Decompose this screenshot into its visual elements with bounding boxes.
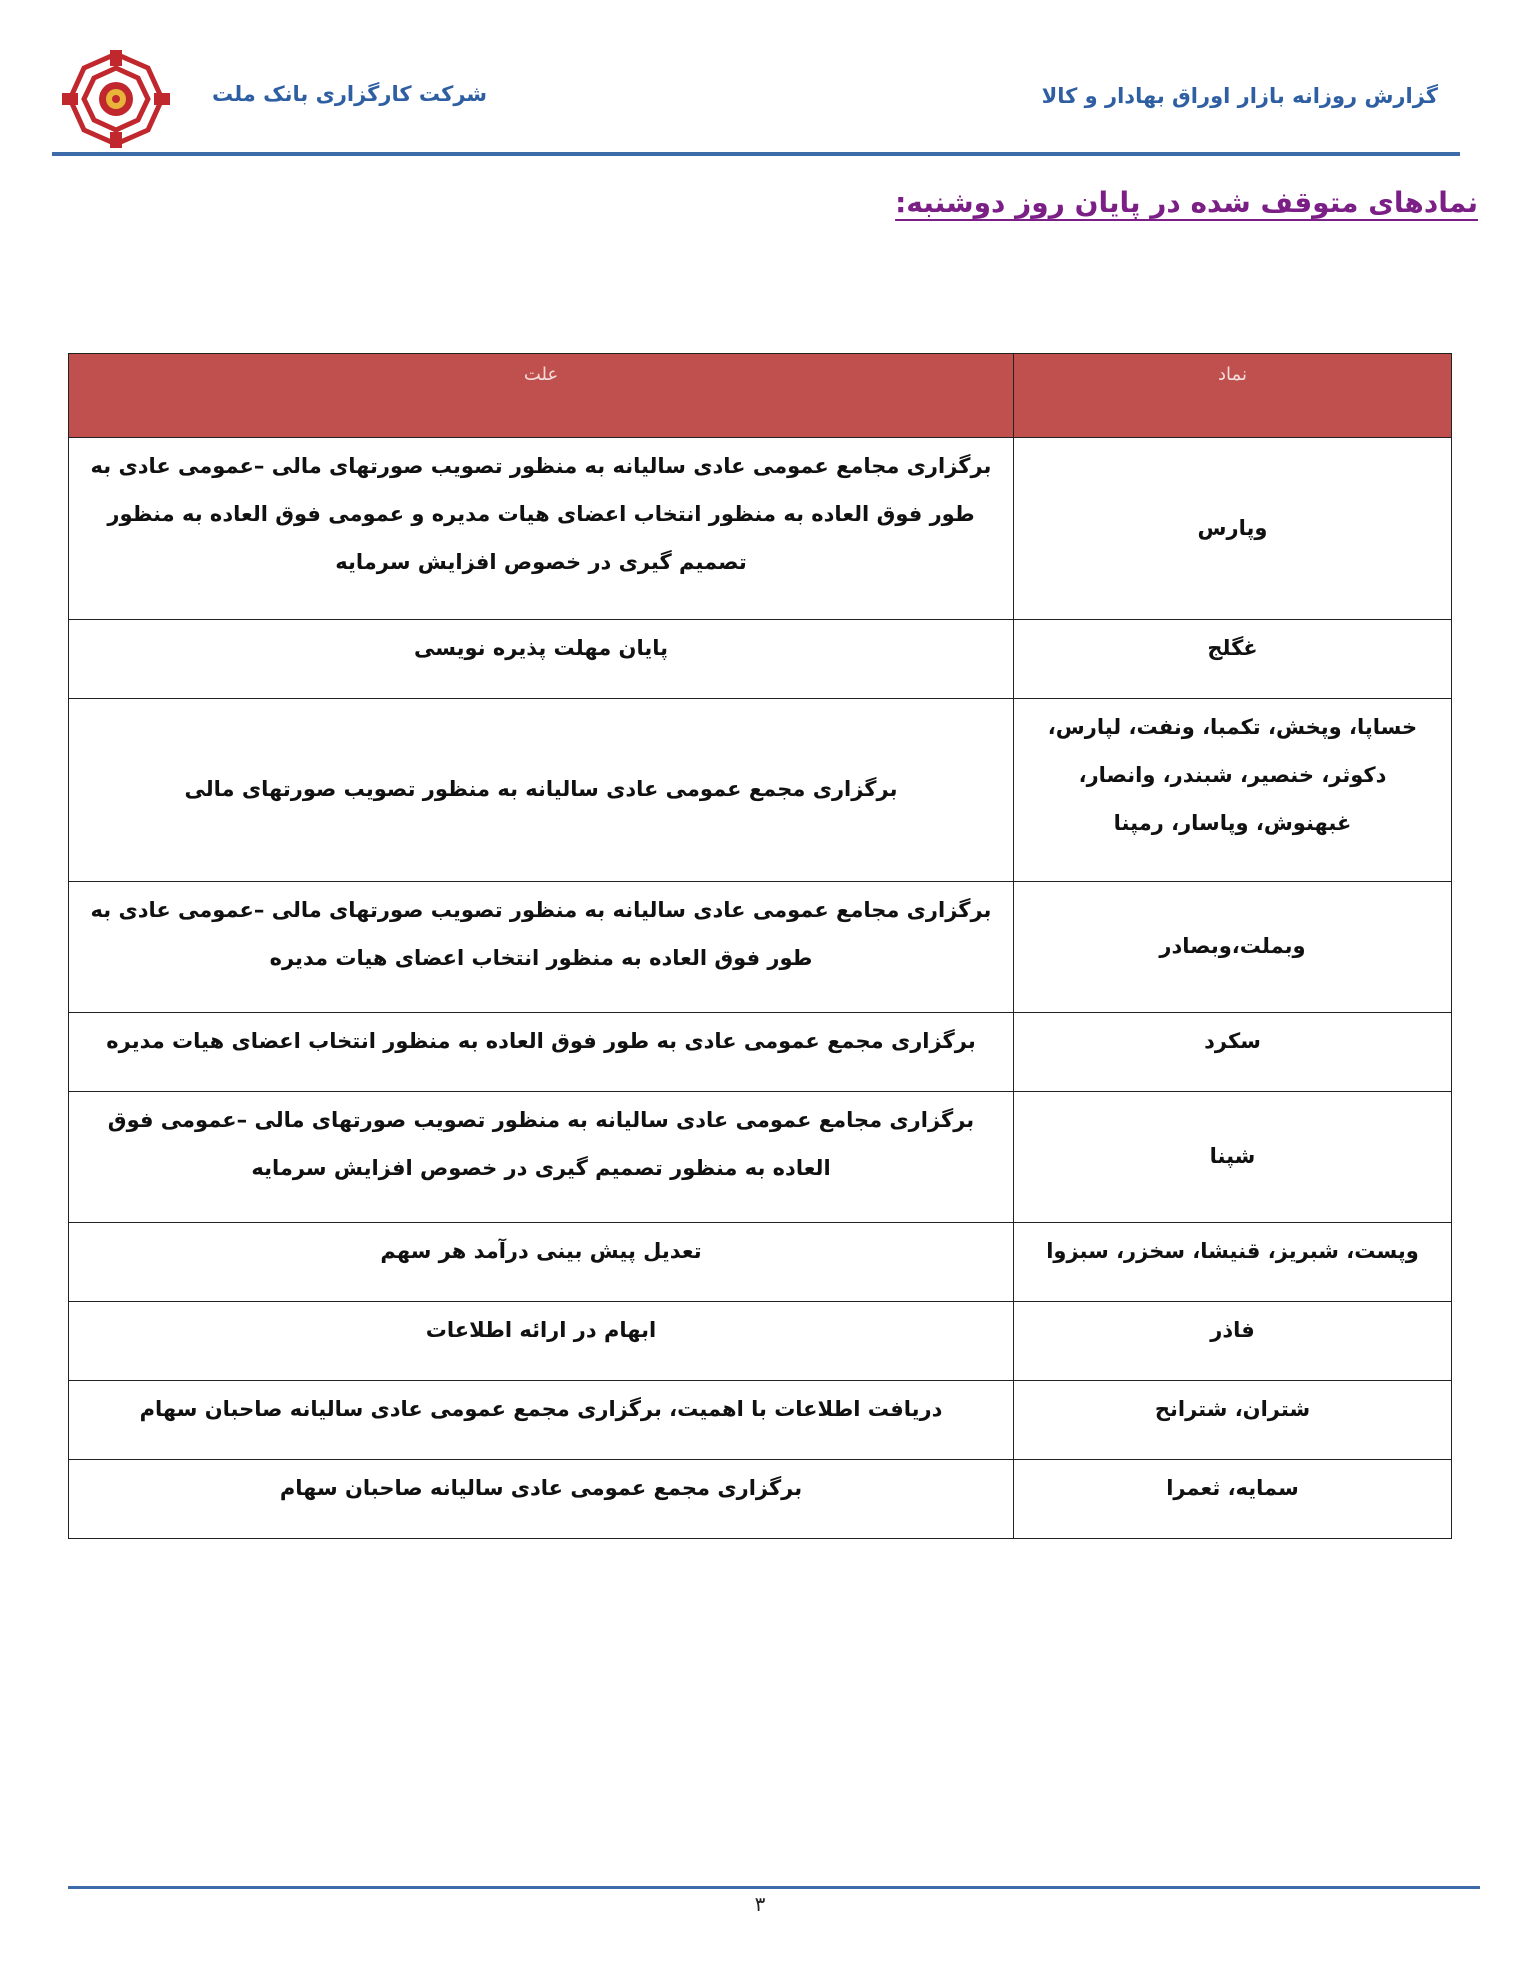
symbol-cell: وپارس [1014, 438, 1452, 620]
symbol-cell: فاذر [1014, 1302, 1452, 1381]
symbol-cell: وبملت،وبصادر [1014, 882, 1452, 1013]
reason-cell: برگزاری مجامع عمومی عادی سالیانه به منظور تصویب صورتهای مالی –عمومی عادی به طور فوق العاده به منظور انتخاب اعضای هیات مدیره و عمومی فوق العاده به منظور تصمیم گیری در خصوص افزایش سرمایه [69, 438, 1014, 620]
symbol-cell: خساپا، وپخش، تکمبا، ونفت، لپارس، دکوثر، خنصیر، شبندر، وانصار، غبهنوش، وپاسار، رمپنا [1014, 699, 1452, 882]
symbol-column-header: نماد [1014, 354, 1452, 438]
table-row [69, 1381, 1452, 1460]
table-row [69, 620, 1452, 699]
header-divider [52, 152, 1460, 156]
reason-cell: ابهام در ارائه اطلاعات [69, 1302, 1014, 1381]
page-number: ۳ [754, 1892, 766, 1916]
reason-cell: برگزاری مجامع عمومی عادی سالیانه به منظور تصویب صورتهای مالی –عمومی عادی به طور فوق العاده به منظور انتخاب اعضای هیات مدیره [69, 882, 1014, 1013]
mellat-brokerage-logo-icon [62, 50, 170, 148]
reason-cell: تعدیل پیش بینی درآمد هر سهم [69, 1223, 1014, 1302]
symbol-cell: غگلج [1014, 620, 1452, 699]
symbol-cell: وپست، شبریز، قنیشا، سخزر، سبزوا [1014, 1223, 1452, 1302]
footer-divider [68, 1886, 1480, 1889]
company-name: شرکت کارگزاری بانک ملت [212, 82, 488, 106]
reason-cell: برگزاری مجمع عمومی عادی به طور فوق العاده به منظور انتخاب اعضای هیات مدیره [69, 1013, 1014, 1092]
table-row [69, 1223, 1452, 1302]
reason-cell: برگزاری مجمع عمومی عادی سالیانه صاحبان سهام [69, 1460, 1014, 1539]
table-row [69, 1302, 1452, 1381]
symbol-cell: سمایه، ثعمرا [1014, 1460, 1452, 1539]
symbol-cell: شپنا [1014, 1092, 1452, 1223]
table-row [69, 882, 1452, 1013]
symbol-cell: سکرد [1014, 1013, 1452, 1092]
table-row [69, 1460, 1452, 1539]
table-row [69, 438, 1452, 620]
reason-cell: پایان مهلت پذیره نویسی [69, 620, 1014, 699]
reason-cell: برگزاری مجامع عمومی عادی سالیانه به منظور تصویب صورتهای مالی –عمومی فوق العاده به منظور تصمیم گیری در خصوص افزایش سرمایه [69, 1092, 1014, 1223]
symbol-cell: شتران، شترانح [1014, 1381, 1452, 1460]
table-row [69, 1013, 1452, 1092]
table-row [69, 1092, 1452, 1223]
halted-symbols-table [68, 353, 1452, 1539]
table-header-row [69, 354, 1452, 438]
reason-cell: برگزاری مجمع عمومی عادی سالیانه به منظور تصویب صورتهای مالی [69, 699, 1014, 882]
section-heading: نمادهای متوقف شده در پایان روز دوشنبه: [895, 186, 1478, 219]
reason-column-header: علت [69, 354, 1014, 438]
table-row [69, 699, 1452, 882]
reason-cell: دریافت اطلاعات با اهمیت، برگزاری مجمع عمومی عادی سالیانه صاحبان سهام [69, 1381, 1014, 1460]
report-title: گزارش روزانه بازار اوراق بهادار و کالا [1041, 84, 1438, 108]
